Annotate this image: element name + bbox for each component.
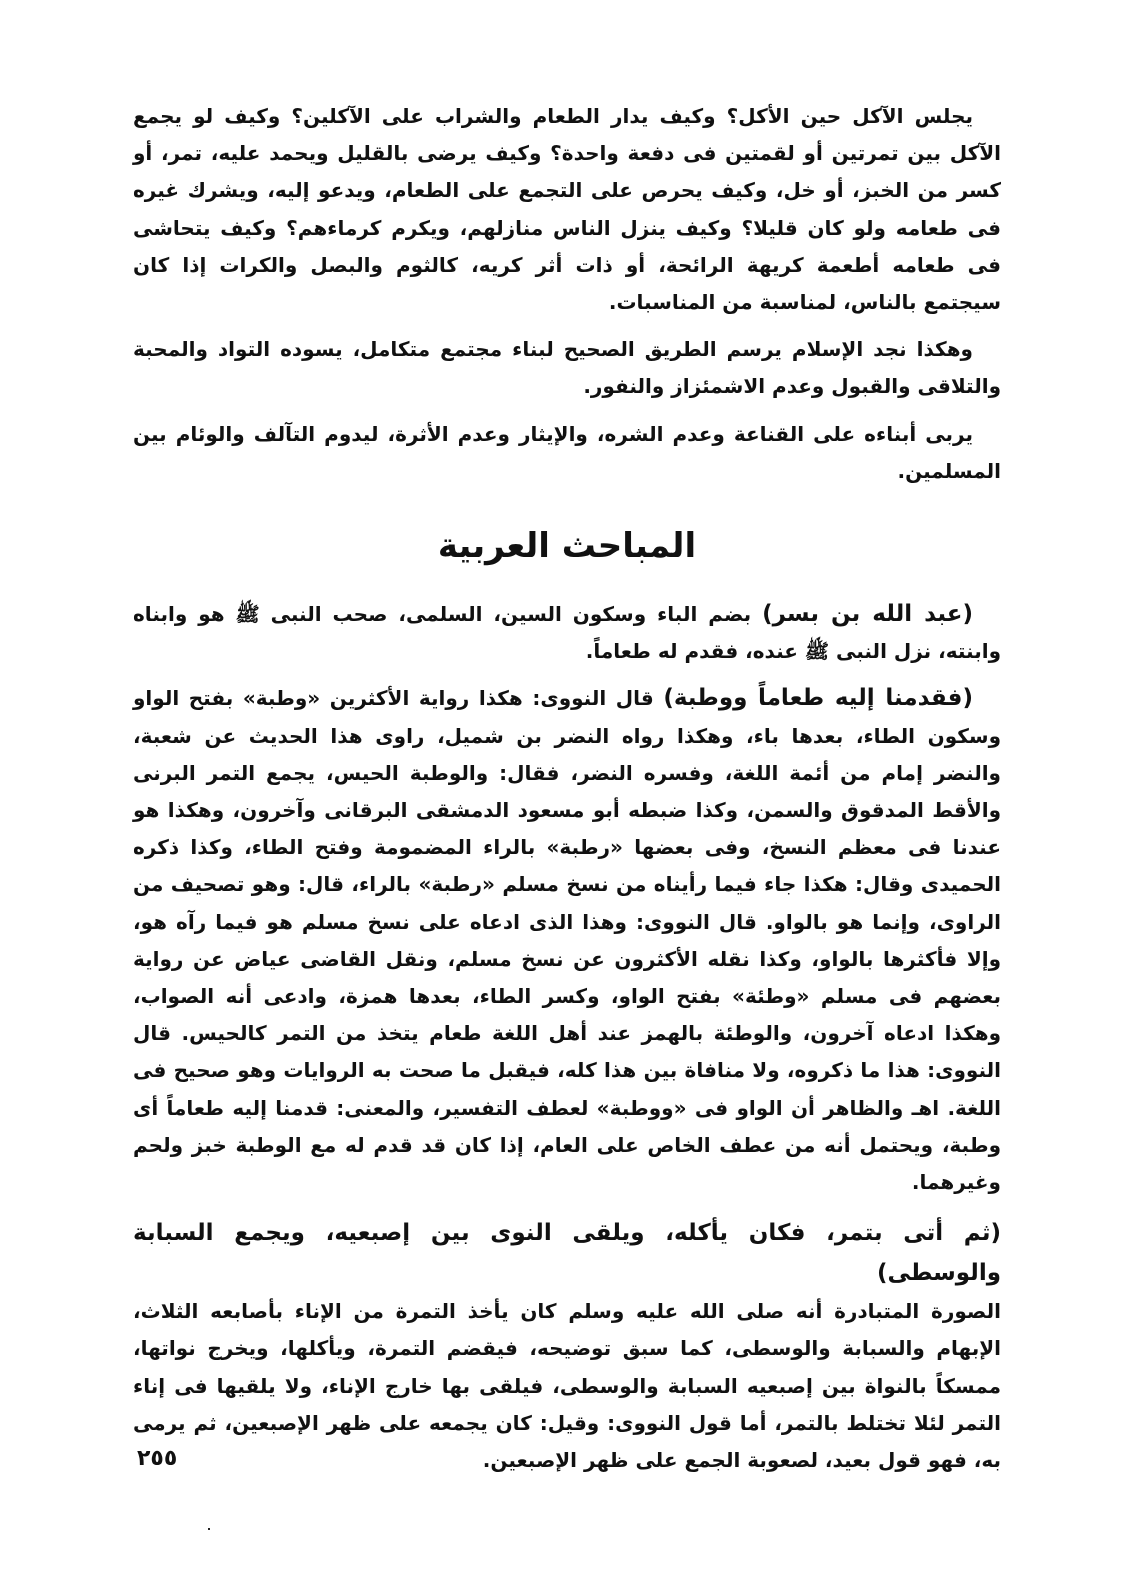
page-number: ٢٥٥ [137, 1446, 178, 1471]
entry-dates [133, 1213, 1001, 1479]
entry-text: قال النووى: هكذا رواية الأكثرين «وطبة» بفتح الواو وسكون الطاء، بعدها باء، وهكذا رواه النضر بن شميل، راوى هذا الحديث عن شعبة، والنضر إمام من أئمة اللغة، وفسره النضر، فقال: والوطبة الحيس، يجمع التمر البرنى والأقط المدقوق والسمن، وكذا ضبطه أبو مسعود الدمشقى البرقانى وآخرون، وهكذا هو عندنا فى معظم النسخ، وفى بعضها «رطبة» بالراء المضمومة وفتح الطاء، وكذا ذكره الحميدى وقال: هكذا جاء فيما رأيناه من نسخ مسلم «رطبة» بالراء، قال: وهو تصحيف من الراوى، وإنما هو بالواو. قال النووى: وهذا الذى ادعاه على نسخ مسلم هو فيما رآه هو، وإلا فأكثرها بالواو، وكذا نقله الأكثرون عن نسخ مسلم، ونقل القاضى عياض عن رواية بعضهم فى مسلم «وطئة» بفتح الواو، وكسر الطاء، بعدها همزة، وادعى أنه الصواب، وهكذا ادعاه آخرون، والوطئة بالهمز عند أهل اللغة طعام يتخذ من التمر كالحيس. قال النووى: هذا ما ذكروه، ولا منافاة بين هذا كله، فيقبل ما صحت به الروايات وهو صحيح فى اللغة. اهـ والظاهر أن الواو فى «ووطبة» لعطف التفسير، والمعنى: قدمنا إليه طعاماً أى وطبة، ويحتمل أنه من عطف الخاص على العام، إذا كان قد قدم له مع الوطبة خبز ولحم وغيرهما. [133, 686, 1001, 1195]
page-body [133, 98, 1001, 1479]
intro-paragraph: يربى أبناءه على القناعة وعدم الشره، والإيثار وعدم الأثرة، ليدوم التآلف والوئام بين المسلمين. [133, 421, 1001, 483]
section-heading: المباحث العربية [437, 526, 697, 567]
entry-term: (ثم أتى بتمر، فكان يأكله، ويلقى النوى بين إصبعيه، ويجمع السبابة والوسطى) [133, 1220, 1001, 1287]
entry-term: (عبد الله بن بسر) [762, 601, 973, 628]
entry-wutba [133, 680, 1001, 1201]
entry-abdullah-bin-busr [133, 596, 1001, 670]
intro-paragraph: يجلس الآكل حين الأكل؟ وكيف يدار الطعام والشراب على الآكلين؟ وكيف لو يجمع الآكل بين تمرتين أو لقمتين فى دفعة واحدة؟ وكيف يرضى بالقليل ويحمد عليه، تمر، أو كسر من الخبز، أو خل، وكيف يحرص على التجمع على الطعام، ويدعو إليه، ويشرك غيره فى طعامه ولو كان قليلا؟ وكيف ينزل الناس منازلهم، ويكرم كرماءهم؟ وكيف يتحاشى فى طعامه أطعمة كريهة الرائحة، أو ذات أثر كريه، كالثوم والبصل والكرات إذا كان سيجتمع بالناس، لمناسبة من المناسبات. [133, 104, 1001, 315]
entry-text: بضم الباء وسكون السين، السلمى، صحب النبى ﷺ هو وابناه وابنته، نزل النبى ﷺ عنده، فقدم له طعاماً. [133, 602, 1001, 664]
entry-text: الصورة المتبادرة أنه صلى الله عليه وسلم كان يأخذ التمرة من الإناء بأصابعه الثلاث، الإبهام والسبابة والوسطى، كما سبق توضيحه، فيقضم التمرة، ويأكلها، ويخرج نواتها، ممسكاً بالنواة بين إصبعيه السبابة والوسطى، فيلقى بها خارج الإناء، ولا يلقيها فى إناء التمر لئلا تختلط بالتمر، أما قول النووى: وقيل: كان يجمعه على ظهر الإصبعين، ثم يرمى به، فهو قول بعيد، لصعوبة الجمع على ظهر الإصبعين. [133, 1299, 1001, 1473]
intro-paragraph: وهكذا نجد الإسلام يرسم الطريق الصحيح لبناء مجتمع متكامل، يسوده التواد والمحبة والتلاقى والقبول وعدم الاشمئزاز والنفور. [133, 337, 1001, 399]
scan-speck [208, 1528, 210, 1530]
entry-term: (فقدمنا إليه طعاماً ووطبة) [663, 685, 973, 712]
